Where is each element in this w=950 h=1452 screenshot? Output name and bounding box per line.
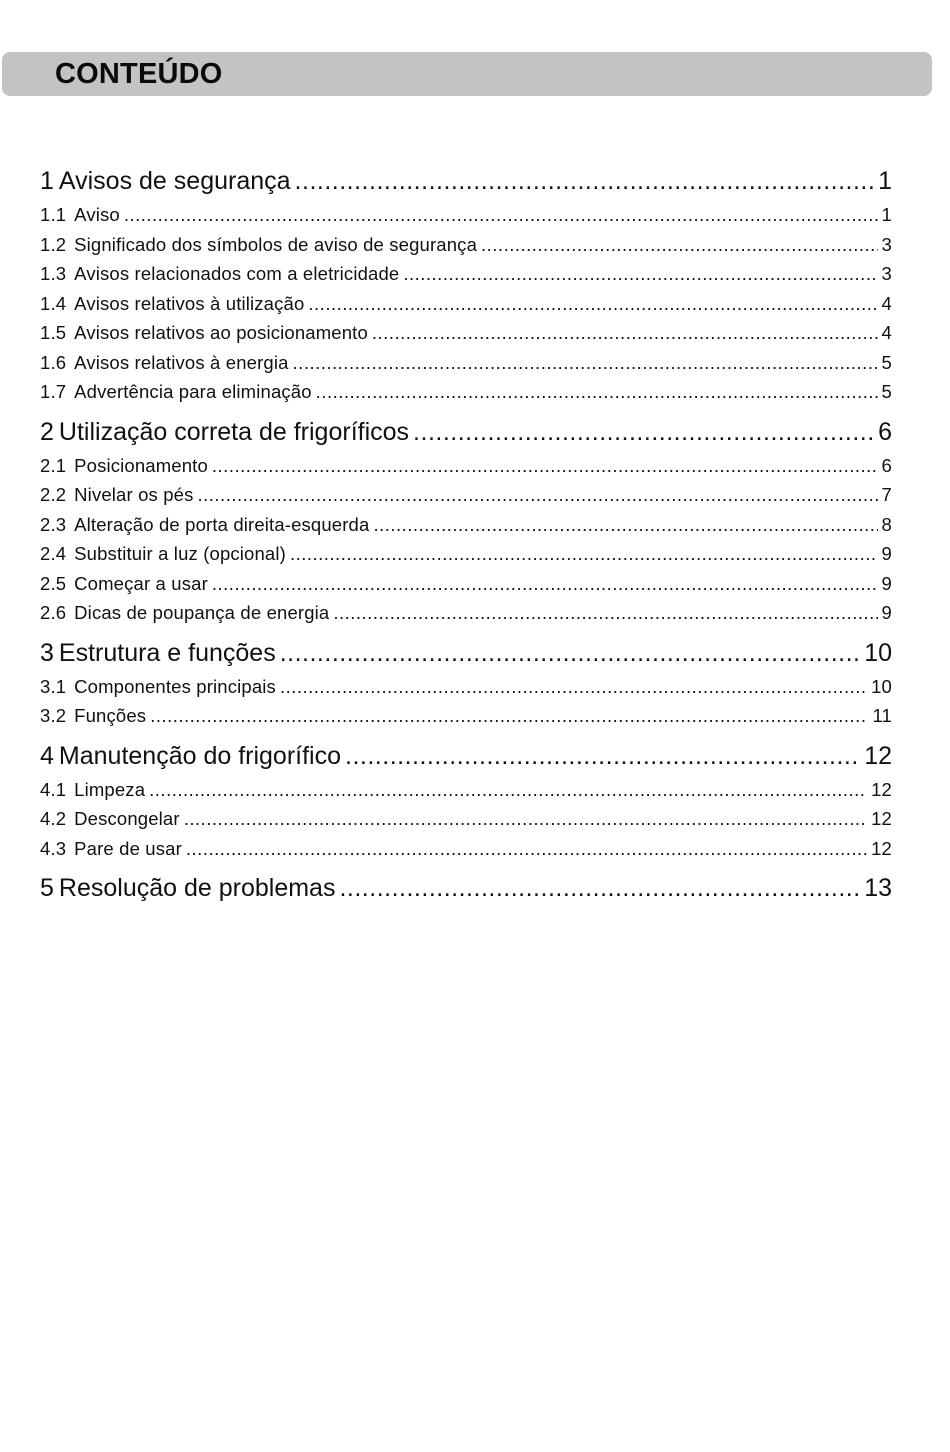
toc-section-entry[interactable]	[40, 510, 892, 540]
toc-entry-page-number: 12	[864, 741, 892, 770]
toc-entry-label: Pare de usar	[74, 837, 182, 859]
toc-entry-label: Funções	[74, 705, 147, 726]
toc-entry-page-number: 4	[881, 292, 892, 314]
toc-entry-page-number: 6	[881, 454, 892, 476]
toc-chapter-entry[interactable]	[40, 869, 892, 907]
toc-section-entry[interactable]	[40, 569, 892, 599]
toc-section-entry[interactable]	[40, 539, 892, 569]
toc-entry-page-number: 6	[878, 417, 892, 446]
dot-leader	[413, 413, 874, 451]
toc-entry-number: 4	[40, 741, 54, 770]
toc-entry-label: Significado dos símbolos de aviso de segurança	[74, 233, 478, 255]
dot-leader	[186, 834, 867, 864]
dot-leader	[280, 634, 860, 672]
toc-entry-label: Dicas de poupança de energia	[74, 602, 330, 623]
toc-entry-label: Advertência para eliminação	[74, 381, 312, 402]
toc-entry-number: 1.4	[40, 292, 67, 314]
dot-leader	[372, 318, 878, 348]
toc-entry-label: Limpeza	[74, 778, 146, 800]
toc-entry-number: 3.1	[40, 675, 67, 697]
toc-chapter-entry[interactable]	[40, 413, 892, 451]
toc-entry-page-number: 12	[871, 778, 892, 800]
toc-section-entry[interactable]	[40, 230, 892, 260]
dot-leader	[333, 598, 877, 628]
toc-entry-page-number: 10	[871, 675, 892, 697]
toc-section-entry[interactable]	[40, 451, 892, 481]
toc-entry-page-number: 3	[881, 233, 892, 255]
dot-leader	[308, 289, 877, 319]
toc-chapter-entry[interactable]	[40, 634, 892, 672]
toc-entry-number: 1.1	[40, 204, 67, 225]
toc-entry-number: 1.6	[40, 351, 67, 373]
toc-entry-number: 2.6	[40, 602, 67, 623]
dot-leader	[149, 775, 867, 805]
toc-entry-label: Componentes principais	[74, 675, 276, 697]
toc-entry-page-number: 3	[881, 263, 892, 284]
toc-entry-page-number: 12	[871, 808, 892, 829]
toc-entry-page-number: 4	[881, 322, 892, 343]
toc-entry-page-number: 12	[871, 837, 892, 859]
toc-entry-label: Avisos relacionados com a eletricidade	[74, 263, 400, 284]
toc-entry-number: 2.4	[40, 543, 67, 564]
toc-section-entry[interactable]	[40, 775, 892, 805]
toc-entry-label: Descongelar	[74, 808, 180, 829]
toc-section-entry[interactable]	[40, 598, 892, 628]
toc-entry-page-number: 7	[881, 484, 892, 505]
toc-entry-label: Nivelar os pés	[74, 484, 194, 505]
toc-entry-label: Utilização correta de frigoríficos	[58, 417, 410, 446]
toc-entry-label: Substituir a luz (opcional)	[74, 543, 286, 564]
toc-entry-label: Avisos de segurança	[58, 167, 291, 195]
toc-entry-label: Aviso	[74, 204, 120, 225]
toc-entry-label: Posicionamento	[74, 454, 208, 476]
toc-chapter-entry[interactable]	[40, 162, 892, 200]
dot-leader	[373, 510, 877, 540]
toc-entry-label: Avisos relativos à utilização	[74, 292, 305, 314]
toc-entry-number: 1.7	[40, 381, 67, 402]
toc-entry-number: 1.5	[40, 322, 67, 343]
toc-entry-number: 2.2	[40, 484, 67, 505]
toc-entry-page-number: 9	[881, 543, 892, 564]
toc-entry-number: 4.3	[40, 837, 67, 859]
toc-section-entry[interactable]	[40, 701, 892, 731]
toc-section-entry[interactable]	[40, 834, 892, 864]
toc-entry-page-number: 1	[881, 204, 892, 225]
dot-leader	[198, 480, 878, 510]
dot-leader	[316, 377, 878, 407]
toc-entry-number: 1.2	[40, 233, 67, 255]
dot-leader	[184, 804, 867, 834]
toc-section-entry[interactable]	[40, 672, 892, 702]
toc-entry-number: 3	[40, 638, 54, 667]
toc-entry-page-number: 13	[864, 874, 892, 902]
toc-entry-number: 1.3	[40, 263, 67, 284]
toc-entry-page-number: 11	[872, 705, 892, 726]
toc-entry-page-number: 5	[881, 381, 892, 402]
dot-leader	[345, 737, 860, 775]
dot-leader	[339, 869, 860, 907]
dot-leader	[290, 539, 878, 569]
dot-leader	[403, 259, 877, 289]
header-bar	[2, 52, 932, 96]
dot-leader	[293, 348, 878, 378]
toc-entry-page-number: 5	[881, 351, 892, 373]
toc-entry-number: 4.1	[40, 778, 67, 800]
toc-entry-number: 1	[40, 167, 54, 195]
toc-entry-label: Avisos relativos à energia	[74, 351, 289, 373]
toc-section-entry[interactable]	[40, 480, 892, 510]
toc-section-entry[interactable]	[40, 200, 892, 230]
toc-entry-label: Avisos relativos ao posicionamento	[74, 322, 368, 343]
dot-leader	[150, 701, 868, 731]
toc-entry-number: 2.5	[40, 572, 67, 594]
dot-leader	[212, 569, 878, 599]
toc-entry-label: Estrutura e funções	[58, 638, 276, 667]
toc-section-entry[interactable]	[40, 377, 892, 407]
toc-entry-label: Alteração de porta direita-esquerda	[74, 513, 370, 535]
table-of-contents	[40, 162, 892, 907]
toc-entry-page-number: 10	[864, 638, 892, 667]
dot-leader	[124, 200, 878, 230]
page-title: CONTEÚDO	[55, 58, 223, 90]
toc-section-entry[interactable]	[40, 348, 892, 378]
toc-entry-number: 2.3	[40, 513, 67, 535]
dot-leader	[481, 230, 878, 260]
dot-leader	[295, 162, 875, 200]
toc-entry-page-number: 8	[881, 513, 892, 535]
toc-entry-number: 2.1	[40, 454, 67, 476]
dot-leader	[212, 451, 878, 481]
toc-entry-number: 2	[40, 417, 54, 446]
toc-entry-number: 3.2	[40, 705, 67, 726]
toc-chapter-entry[interactable]	[40, 737, 892, 775]
toc-entry-page-number: 9	[881, 602, 892, 623]
toc-entry-label: Resolução de problemas	[58, 874, 336, 902]
toc-section-entry[interactable]	[40, 259, 892, 289]
toc-section-entry[interactable]	[40, 318, 892, 348]
toc-entry-label: Começar a usar	[74, 572, 208, 594]
toc-entry-page-number: 9	[881, 572, 892, 594]
toc-section-entry[interactable]	[40, 804, 892, 834]
toc-entry-number: 4.2	[40, 808, 67, 829]
toc-section-entry[interactable]	[40, 289, 892, 319]
toc-entry-number: 5	[40, 874, 54, 902]
toc-entry-page-number: 1	[878, 167, 892, 195]
toc-entry-label: Manutenção do frigorífico	[58, 741, 342, 770]
dot-leader	[280, 672, 867, 702]
